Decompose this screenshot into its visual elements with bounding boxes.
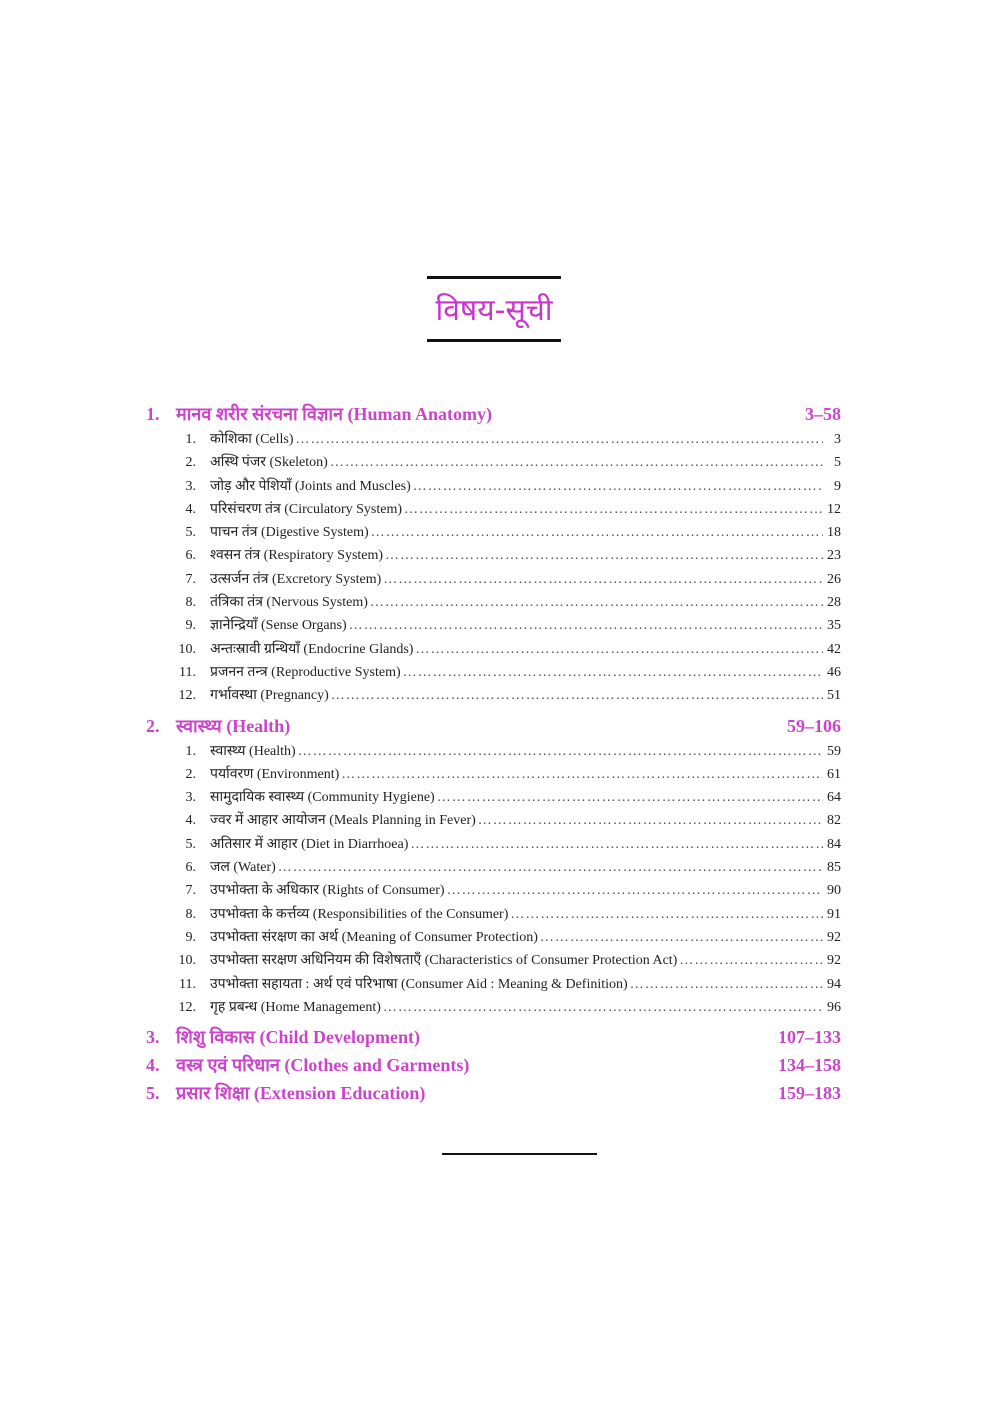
- dot-leader: [296, 428, 823, 451]
- entry-number: 2.: [185, 455, 196, 471]
- toc-entry[interactable]: [146, 475, 841, 498]
- entry-page: 59: [827, 743, 841, 759]
- entry-page: 28: [827, 595, 841, 611]
- toc-entry[interactable]: [146, 638, 841, 661]
- entry-title: प्रजनन तन्त्र (Reproductive System): [210, 664, 401, 680]
- table-of-contents: [146, 400, 841, 1107]
- dot-leader: [478, 809, 823, 832]
- chapter-number: 5.: [146, 1083, 160, 1104]
- entry-title: परिसंचरण तंत्र (Circulatory System): [210, 501, 403, 517]
- entry-number: 9.: [185, 929, 196, 945]
- entry-title: ज्वर में आहार आयोजन (Meals Planning in Fever): [210, 813, 476, 829]
- entry-page: 85: [827, 860, 841, 876]
- entry-title: पर्यावरण (Environment): [210, 766, 340, 782]
- toc-entry[interactable]: [146, 833, 841, 856]
- entry-number: 6.: [185, 548, 196, 564]
- entry-page: 51: [827, 688, 841, 704]
- toc-entry[interactable]: [146, 521, 841, 544]
- toc-entry[interactable]: [146, 661, 841, 684]
- dot-leader: [403, 661, 823, 684]
- toc-entry[interactable]: [146, 740, 841, 763]
- chapter-heading[interactable]: [146, 400, 841, 428]
- entry-title: उपभोक्ता संरक्षण का अर्थ (Meaning of Consumer Protection): [210, 929, 538, 945]
- toc-entry[interactable]: [146, 786, 841, 809]
- entry-title: गर्भावस्था (Pregnancy): [210, 688, 329, 704]
- chapter-title: मानव शरीर संरचना विज्ञान (Human Anatomy): [176, 404, 493, 424]
- dot-leader: [437, 786, 823, 809]
- dot-leader: [371, 521, 823, 544]
- entry-page: 92: [827, 929, 841, 945]
- dot-leader: [330, 451, 823, 474]
- entry-page: 26: [827, 571, 841, 587]
- entry-number: 4.: [185, 501, 196, 517]
- entry-page: 12: [827, 501, 841, 517]
- chapter-pages: 3–58: [805, 404, 841, 424]
- entry-number: 2.: [185, 766, 196, 782]
- entry-title: उपभोक्ता सहायता : अर्थ एवं परिभाषा (Consumer Aid : Meaning & Definition): [210, 976, 628, 992]
- entry-number: 12.: [178, 688, 196, 704]
- dot-leader: [415, 638, 823, 661]
- toc-entry[interactable]: [146, 856, 841, 879]
- entry-number: 5.: [185, 836, 196, 852]
- title-rule-top: [427, 276, 561, 279]
- dot-leader: [331, 684, 823, 707]
- chapter-number: 4.: [146, 1055, 160, 1076]
- dot-leader: [413, 475, 823, 498]
- entry-page: 5: [834, 455, 841, 471]
- entry-title: सामुदायिक स्वास्थ्य (Community Hygiene): [210, 790, 435, 806]
- chapter-pages: 159–183: [778, 1083, 841, 1104]
- dot-leader: [349, 614, 823, 637]
- toc-entry[interactable]: [146, 591, 841, 614]
- entry-number: 11.: [179, 664, 196, 680]
- dot-leader: [679, 949, 823, 972]
- entry-page: 23: [827, 548, 841, 564]
- chapter-number: 2.: [146, 715, 160, 736]
- dot-leader: [447, 879, 823, 902]
- entry-title: अस्थि पंजर (Skeleton): [210, 455, 328, 471]
- dot-leader: [298, 740, 823, 763]
- toc-entry[interactable]: [146, 498, 841, 521]
- dot-leader: [385, 544, 823, 567]
- entry-title: उपभोक्ता सरक्षण अधिनियम की विशेषताएँ (Characteristics of Consumer Protection Act): [210, 953, 678, 969]
- entry-title: उपभोक्ता के कर्त्तव्य (Responsibilities of the Consumer): [210, 906, 509, 922]
- page-title: विषय-सूची: [435, 293, 553, 328]
- dot-leader: [341, 763, 823, 786]
- entry-page: 46: [827, 664, 841, 680]
- chapter-pages: 107–133: [778, 1027, 841, 1048]
- toc-entry[interactable]: [146, 568, 841, 591]
- toc-entry[interactable]: [146, 926, 841, 949]
- chapter-heading[interactable]: [146, 1079, 841, 1107]
- entry-title: तंत्रिका तंत्र (Nervous System): [210, 595, 368, 611]
- dot-leader: [383, 996, 823, 1019]
- chapter-heading[interactable]: [146, 1023, 841, 1051]
- entry-number: 8.: [185, 595, 196, 611]
- toc-entry[interactable]: [146, 949, 841, 972]
- chapter-heading[interactable]: [146, 712, 841, 740]
- entry-title: स्वास्थ्य (Health): [210, 743, 296, 759]
- title-block: [427, 276, 561, 342]
- title-rule-bottom: [427, 339, 561, 342]
- entry-page: 91: [827, 906, 841, 922]
- dot-leader: [630, 973, 823, 996]
- entry-title: उपभोक्ता के अधिकार (Rights of Consumer): [210, 883, 445, 899]
- dot-leader: [510, 903, 823, 926]
- entry-page: 94: [827, 976, 841, 992]
- entry-page: 90: [827, 883, 841, 899]
- dot-leader: [540, 926, 823, 949]
- entry-page: 92: [827, 953, 841, 969]
- entry-number: 10.: [178, 641, 196, 657]
- entry-page: 96: [827, 999, 841, 1015]
- toc-entry[interactable]: [146, 996, 841, 1019]
- toc-entry[interactable]: [146, 903, 841, 926]
- entry-number: 5.: [185, 525, 196, 541]
- dot-leader: [404, 498, 823, 521]
- entry-number: 10.: [178, 953, 196, 969]
- entry-page: 42: [827, 641, 841, 657]
- entry-title: गृह प्रबन्ध (Home Management): [210, 999, 381, 1015]
- toc-entry[interactable]: [146, 684, 841, 707]
- dot-leader: [370, 591, 823, 614]
- entry-title: अतिसार में आहार (Diet in Diarrhoea): [210, 836, 409, 852]
- entry-number: 3.: [185, 790, 196, 806]
- entry-number: 4.: [185, 813, 196, 829]
- toc-entry[interactable]: [146, 428, 841, 451]
- chapter-title: वस्त्र एवं परिधान (Clothes and Garments): [176, 1055, 470, 1076]
- toc-entry[interactable]: [146, 809, 841, 832]
- chapter-number: 3.: [146, 1027, 160, 1048]
- entry-number: 11.: [179, 976, 196, 992]
- chapter-title: प्रसार शिक्षा (Extension Education): [176, 1083, 426, 1104]
- dot-leader: [383, 568, 823, 591]
- entry-title: श्वसन तंत्र (Respiratory System): [210, 548, 384, 564]
- entry-page: 3: [834, 432, 841, 447]
- chapter-title: स्वास्थ्य (Health): [176, 715, 291, 736]
- entry-page: 82: [827, 813, 841, 829]
- chapter-pages: 59–106: [787, 715, 841, 736]
- toc-entry[interactable]: [146, 614, 841, 637]
- entry-number: 8.: [185, 906, 196, 922]
- toc-entry[interactable]: [146, 973, 841, 996]
- toc-entry[interactable]: [146, 763, 841, 786]
- entry-title: ज्ञानेन्द्रियाँ (Sense Organs): [210, 618, 347, 634]
- entry-page: 9: [834, 478, 841, 494]
- end-rule: [442, 1153, 597, 1155]
- entry-number: 7.: [185, 571, 196, 587]
- entry-title: जल (Water): [210, 860, 276, 876]
- entry-title: कोशिका (Cells): [210, 432, 294, 447]
- entry-number: 7.: [185, 883, 196, 899]
- dot-leader: [410, 833, 823, 856]
- entry-number: 6.: [185, 860, 196, 876]
- toc-entry[interactable]: [146, 544, 841, 567]
- entry-page: 61: [827, 766, 841, 782]
- chapter-heading[interactable]: [146, 1051, 841, 1079]
- entry-title: उत्सर्जन तंत्र (Excretory System): [210, 571, 382, 587]
- chapter-pages: 134–158: [778, 1055, 841, 1076]
- entry-number: 9.: [185, 618, 196, 634]
- entry-title: पाचन तंत्र (Digestive System): [210, 525, 369, 541]
- entry-number: 12.: [178, 999, 196, 1015]
- entry-page: 18: [827, 525, 841, 541]
- entry-title: जोड़ और पेशियाँ (Joints and Muscles): [210, 478, 411, 494]
- entry-page: 84: [827, 836, 841, 852]
- chapter-number: 1.: [146, 404, 160, 424]
- chapter-title: शिशु विकास (Child Development): [176, 1027, 420, 1048]
- dot-leader: [278, 856, 823, 879]
- entry-number: 1.: [185, 743, 196, 759]
- entry-number: 1.: [185, 432, 196, 447]
- toc-entry[interactable]: [146, 879, 841, 902]
- entry-page: 64: [827, 790, 841, 806]
- toc-entry[interactable]: [146, 451, 841, 474]
- entry-page: 35: [827, 618, 841, 634]
- entry-number: 3.: [185, 478, 196, 494]
- entry-title: अन्तःस्रावी ग्रन्थियाँ (Endocrine Glands): [210, 641, 414, 657]
